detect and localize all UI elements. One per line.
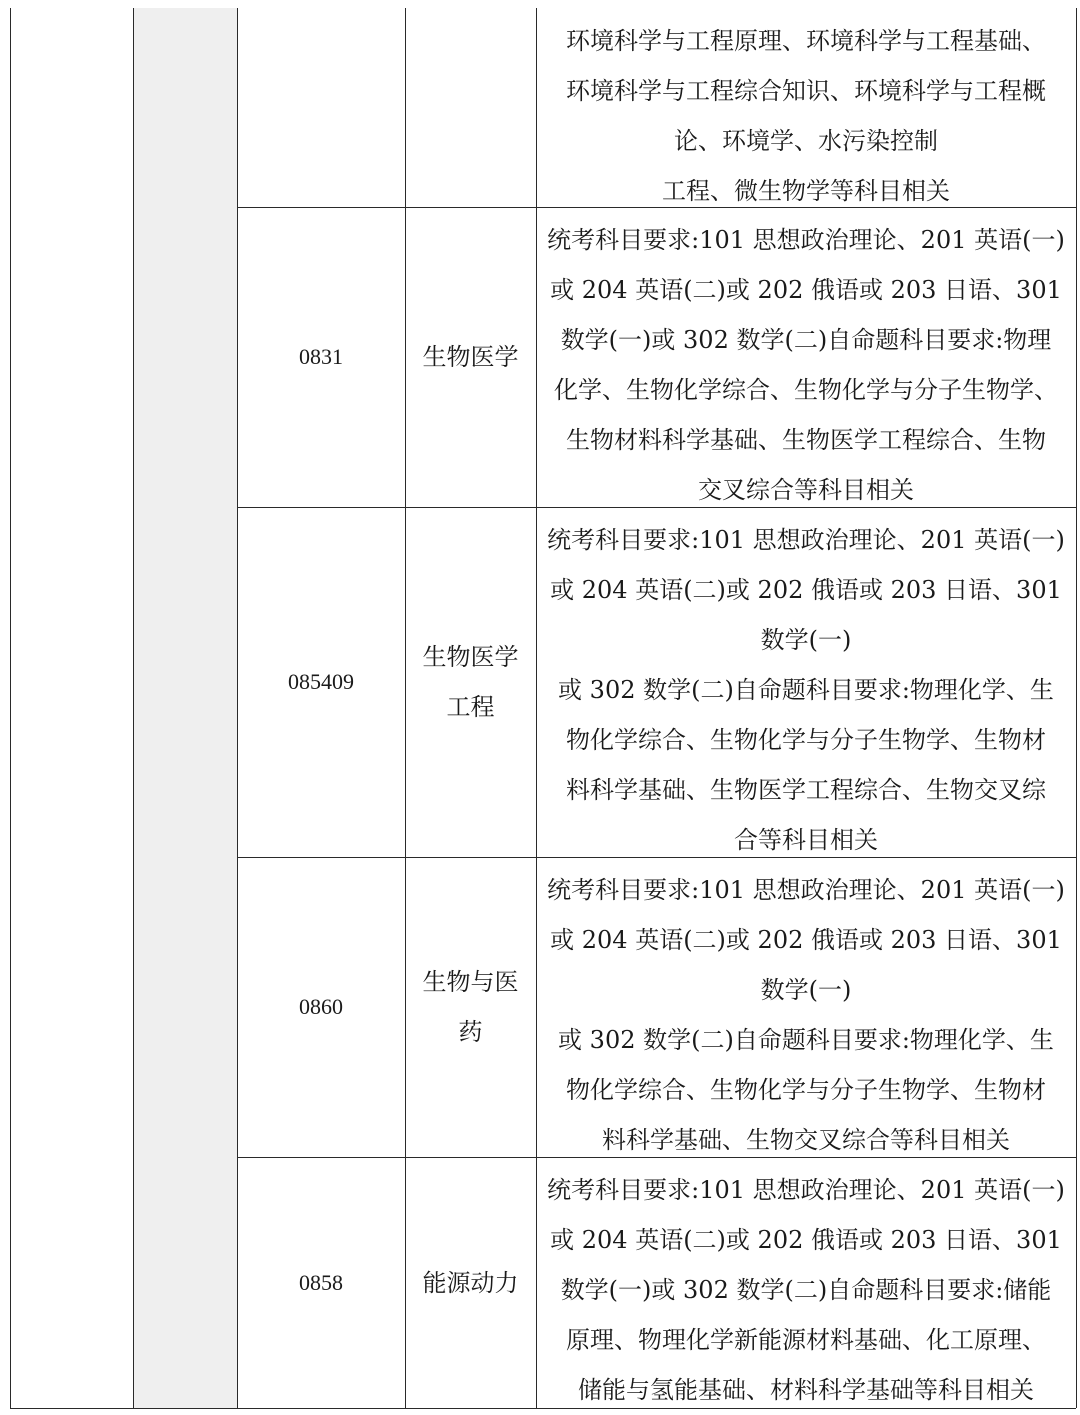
requirement-line: 数学(一)或 302 数学(二)自命题科目要求:物理 [560, 326, 1052, 354]
requirement-line: 料科学基础、生物医学工程综合、生物交叉综 [566, 776, 1046, 804]
requirement-line: 物化学综合、生物化学与分子生物学、生物材 [566, 1076, 1046, 1104]
requirement-line: 数学(一) [760, 976, 852, 1004]
requirement-line: 或 302 数学(二)自命题科目要求:物理化学、生 [558, 1026, 1054, 1054]
requirement-line: 统考科目要求:101 思想政治理论、201 英语(一) [547, 226, 1065, 254]
requirement-line: 统考科目要求:101 思想政治理论、201 英语(一) [547, 526, 1065, 554]
requirement-line: 料科学基础、生物交叉综合等科目相关 [602, 1126, 1010, 1154]
program-name-line: 药 [458, 1018, 483, 1046]
program-name-line: 能源动力 [422, 1268, 519, 1297]
subject-requirements [536, 207, 1076, 507]
requirement-line: 物化学综合、生物化学与分子生物学、生物材 [566, 726, 1046, 754]
requirement-line: 化学、生物化学综合、生物化学与分子生物学、 [554, 376, 1058, 404]
program-name [405, 1157, 536, 1408]
column-border [133, 8, 134, 1408]
subject-requirements [536, 507, 1076, 857]
program-name [405, 207, 536, 507]
program-code [237, 8, 405, 207]
requirement-line: 环境科学与工程原理、环境科学与工程基础、 [566, 27, 1046, 55]
program-name [405, 8, 536, 207]
shaded-column [133, 8, 237, 1408]
program-name-line: 生物与医 [422, 968, 519, 996]
requirement-line: 或 302 数学(二)自命题科目要求:物理化学、生 [558, 676, 1054, 704]
subject-requirements [536, 1157, 1076, 1408]
program-code: 0860 [299, 994, 343, 1019]
requirement-line: 生物材料科学基础、生物医学工程综合、生物 [566, 426, 1046, 454]
program-name-line: 生物医学 [422, 343, 519, 371]
requirement-line: 或 204 英语(二)或 202 俄语或 203 日语、301 [550, 926, 1062, 954]
requirement-line: 统考科目要求:101 思想政治理论、201 英语(一) [547, 876, 1065, 904]
requirement-line: 环境科学与工程综合知识、环境科学与工程概 [566, 77, 1046, 105]
requirement-line: 或 204 英语(二)或 202 俄语或 203 日语、301 [550, 576, 1062, 604]
program-name-line: 生物医学 [422, 643, 519, 671]
subject-requirements [536, 8, 1076, 207]
requirement-line: 或 204 英语(二)或 202 俄语或 203 日语、301 [550, 1226, 1062, 1254]
program-code: 0858 [299, 1269, 343, 1295]
requirement-line: 数学(一) [760, 626, 852, 654]
requirement-line: 统考科目要求:101 思想政治理论、201 英语(一) [547, 1176, 1065, 1204]
subject-requirements [536, 857, 1076, 1157]
program-name [405, 507, 536, 857]
requirement-line: 工程、微生物学等科目相关 [662, 177, 950, 205]
program-name-line: 工程 [446, 693, 495, 721]
requirement-line: 储能与氢能基础、材料科学基础等科目相关 [578, 1376, 1034, 1404]
program-name [405, 857, 536, 1157]
column-border [10, 8, 11, 1408]
program-code: 0831 [299, 344, 343, 369]
program-code: 085409 [288, 669, 354, 694]
requirement-line: 原理、物理化学新能源材料基础、化工原理、 [566, 1326, 1046, 1354]
requirement-line: 数学(一)或 302 数学(二)自命题科目要求:储能 [560, 1276, 1052, 1304]
requirement-line: 交叉综合等科目相关 [698, 476, 914, 504]
column-border [1076, 8, 1077, 1408]
requirement-line: 合等科目相关 [734, 826, 878, 854]
requirement-line: 论、环境学、水污染控制 [674, 127, 938, 155]
requirement-line: 或 204 英语(二)或 202 俄语或 203 日语、301 [550, 276, 1062, 304]
